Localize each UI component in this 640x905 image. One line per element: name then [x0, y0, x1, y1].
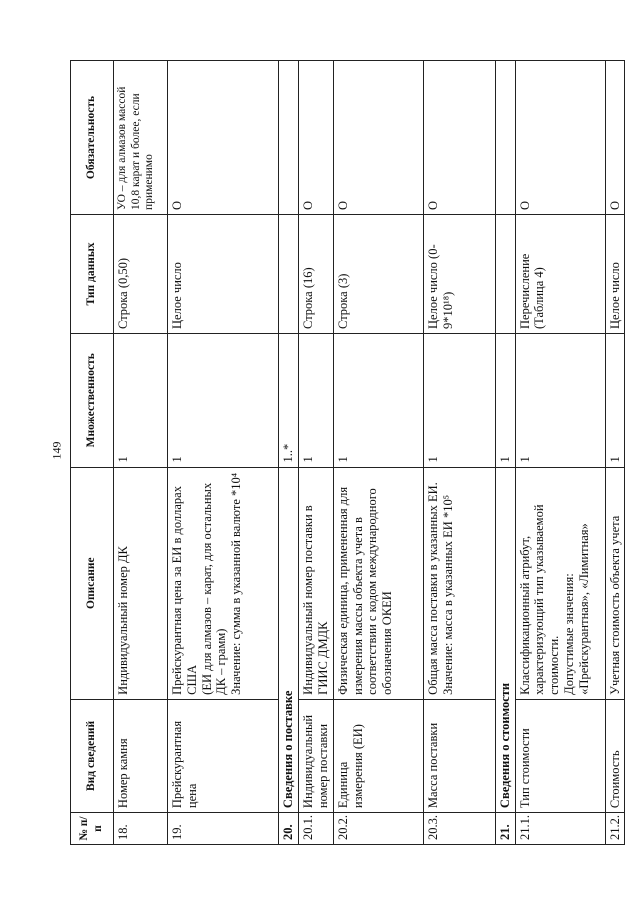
cell-desc: Индивидуальный номер поставки в ГИИС ДМДК	[298, 467, 333, 699]
cell-mult: 1	[333, 333, 423, 467]
cell-kind: Масса поставки	[423, 699, 495, 812]
header-mult: Множественность	[71, 333, 114, 467]
cell-desc: Классификационный атрибут, характеризующий тип указываемой стоимости. Допустимые значения: «Прейскурантная», «Лимитная»	[515, 467, 605, 699]
table-row	[423, 61, 495, 845]
cell-kind: Индивидуальный номер поставки	[298, 699, 333, 812]
cell-kind: Прейскурантная цена	[168, 699, 279, 812]
cell-kind: Тип стоимости	[515, 699, 605, 812]
table-row	[168, 61, 279, 845]
header-desc: Описание	[71, 467, 114, 699]
rotated-table-container	[70, 60, 622, 845]
cell-req: О	[515, 61, 605, 215]
cell-mult: 1	[495, 333, 515, 467]
cell-mult: 1..*	[279, 333, 299, 467]
cell-type: Целое число	[605, 214, 625, 333]
cell-mult: 1	[168, 333, 279, 467]
cell-req: УО – для алмазов массой 10,8 карат и более, если применимо	[114, 61, 168, 215]
cell-mult: 1	[114, 333, 168, 467]
cell-desc: Прейскурантная цена за ЕИ в долларах США (ЕИ для алмазов – карат, для остальных ДК – грамм) Значение: сумма в указанной валюте *10⁴	[168, 467, 279, 699]
table-section-row	[279, 61, 299, 845]
cell-mult: 1	[605, 333, 625, 467]
cell-num: 20.	[279, 813, 299, 845]
cell-mult: 1	[423, 333, 495, 467]
cell-mult: 1	[515, 333, 605, 467]
cell-num: 20.1.	[298, 813, 333, 845]
table-row	[333, 61, 423, 845]
cell-empty	[495, 61, 515, 215]
cell-empty	[279, 214, 299, 333]
cell-kind: Единица измерения (ЕИ)	[333, 699, 423, 812]
cell-desc: Индивидуальный номер ДК	[114, 467, 168, 699]
cell-desc: Общая масса поставки в указанных ЕИ. Значение: масса в указанных ЕИ *10⁵	[423, 467, 495, 699]
cell-desc: Физическая единица, примененная для измерения массы объекта учета в соответствии с кодом международного обозначения ОКЕИ	[333, 467, 423, 699]
header-req: Обязательность	[71, 61, 114, 215]
table-row	[515, 61, 605, 845]
table-row	[605, 61, 625, 845]
cell-section-title: Сведения о поставке	[279, 467, 299, 813]
cell-num: 20.3.	[423, 813, 495, 845]
cell-req: О	[605, 61, 625, 215]
cell-empty	[495, 214, 515, 333]
cell-req: О	[333, 61, 423, 215]
cell-desc: Учетная стоимость объекта учета	[605, 467, 625, 699]
cell-req: О	[423, 61, 495, 215]
cell-type: Строка (16)	[298, 214, 333, 333]
cell-mult: 1	[298, 333, 333, 467]
cell-num: 21.2.	[605, 813, 625, 845]
table-row	[114, 61, 168, 845]
cell-num: 19.	[168, 813, 279, 845]
cell-section-title: Сведения о стоимости	[495, 467, 515, 813]
data-table	[70, 60, 625, 845]
cell-kind: Стоимость	[605, 699, 625, 812]
cell-num: 18.	[114, 813, 168, 845]
cell-type: Целое число	[168, 214, 279, 333]
table-section-row	[495, 61, 515, 845]
cell-req: О	[298, 61, 333, 215]
cell-num: 21.	[495, 813, 515, 845]
header-num: № п/п	[71, 813, 114, 845]
cell-empty	[279, 61, 299, 215]
cell-type: Перечисление (Таблица 4)	[515, 214, 605, 333]
cell-type: Строка (0,50)	[114, 214, 168, 333]
header-kind: Вид сведений	[71, 699, 114, 812]
cell-type: Целое число (0-9*10¹⁸)	[423, 214, 495, 333]
table-row	[298, 61, 333, 845]
cell-kind: Номер камня	[114, 699, 168, 812]
table-header-row	[71, 61, 114, 845]
cell-num: 20.2.	[333, 813, 423, 845]
cell-num: 21.1.	[515, 813, 605, 845]
page-number: 149	[49, 441, 64, 460]
cell-type: Строка (3)	[333, 214, 423, 333]
header-type: Тип данных	[71, 214, 114, 333]
cell-req: О	[168, 61, 279, 215]
